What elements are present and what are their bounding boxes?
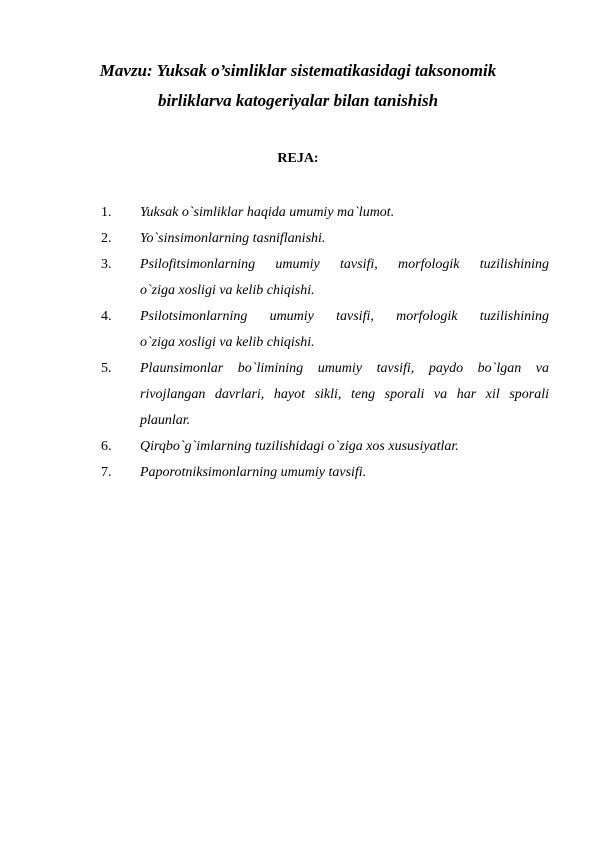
- plan-item-line: Qirqbo`g`imlarning tuzilishidagi o`ziga xos xususiyatlar.: [140, 439, 459, 454]
- plan-item-line: Psilotsimonlarning umumiy tavsifi, morfologik tuzilishining: [140, 309, 549, 324]
- plan-item-line: o`ziga xosligi va kelib chiqishi.: [140, 283, 315, 298]
- plan-item-number: 4.: [101, 309, 112, 324]
- plan-item-number: 5.: [101, 361, 112, 376]
- plan-item-text: [140, 252, 549, 304]
- title-line-2: birliklarva katogeriyalar bilan tanishish: [157, 91, 439, 110]
- plan-item-line: Yo`sinsimonlarning tasniflanishi.: [140, 231, 326, 246]
- plan-item-line: Paporotniksimonlarning umumiy tavsifi.: [140, 465, 367, 480]
- plan-item-number: 1.: [101, 205, 112, 220]
- plan-item: [101, 252, 549, 304]
- plan-item: [101, 356, 549, 434]
- plan-item-line: rivojlangan davrlari, hayot sikli, teng sporali va har xil sporali: [140, 387, 549, 402]
- plan-item-line: Psilofitsimonlarning umumiy tavsifi, morfologik tuzilishining: [140, 257, 549, 272]
- plan-item-text: [140, 434, 549, 460]
- plan-item-number: 7.: [101, 465, 112, 480]
- title-line-1: Mavzu: Yuksak o’simliklar sistematikasidagi taksonomik: [99, 61, 497, 80]
- plan-item-line: plaunlar.: [140, 413, 191, 428]
- plan-item: [101, 200, 549, 226]
- plan-item-text: [140, 356, 549, 434]
- plan-list: [101, 200, 549, 486]
- plan-item-text: [140, 200, 549, 226]
- plan-item-number: 6.: [101, 439, 112, 454]
- plan-item: [101, 434, 549, 460]
- plan-item: [101, 460, 549, 486]
- plan-item: [101, 226, 549, 252]
- plan-item-line: o`ziga xosligi va kelib chiqishi.: [140, 335, 315, 350]
- plan-item-text: [140, 304, 549, 356]
- plan-item-line: Plaunsimonlar bo`limining umumiy tavsifi, paydo bo`lgan va: [140, 361, 549, 376]
- plan-item-text: [140, 460, 549, 486]
- plan-heading: REJA:: [277, 151, 319, 166]
- plan-item-number: 3.: [101, 257, 112, 272]
- plan-item: [101, 304, 549, 356]
- plan-item-line: Yuksak o`simliklar haqida umumiy ma`lumot.: [140, 205, 395, 220]
- document-title: [60, 56, 536, 116]
- plan-item-text: [140, 226, 549, 252]
- plan-item-number: 2.: [101, 231, 112, 246]
